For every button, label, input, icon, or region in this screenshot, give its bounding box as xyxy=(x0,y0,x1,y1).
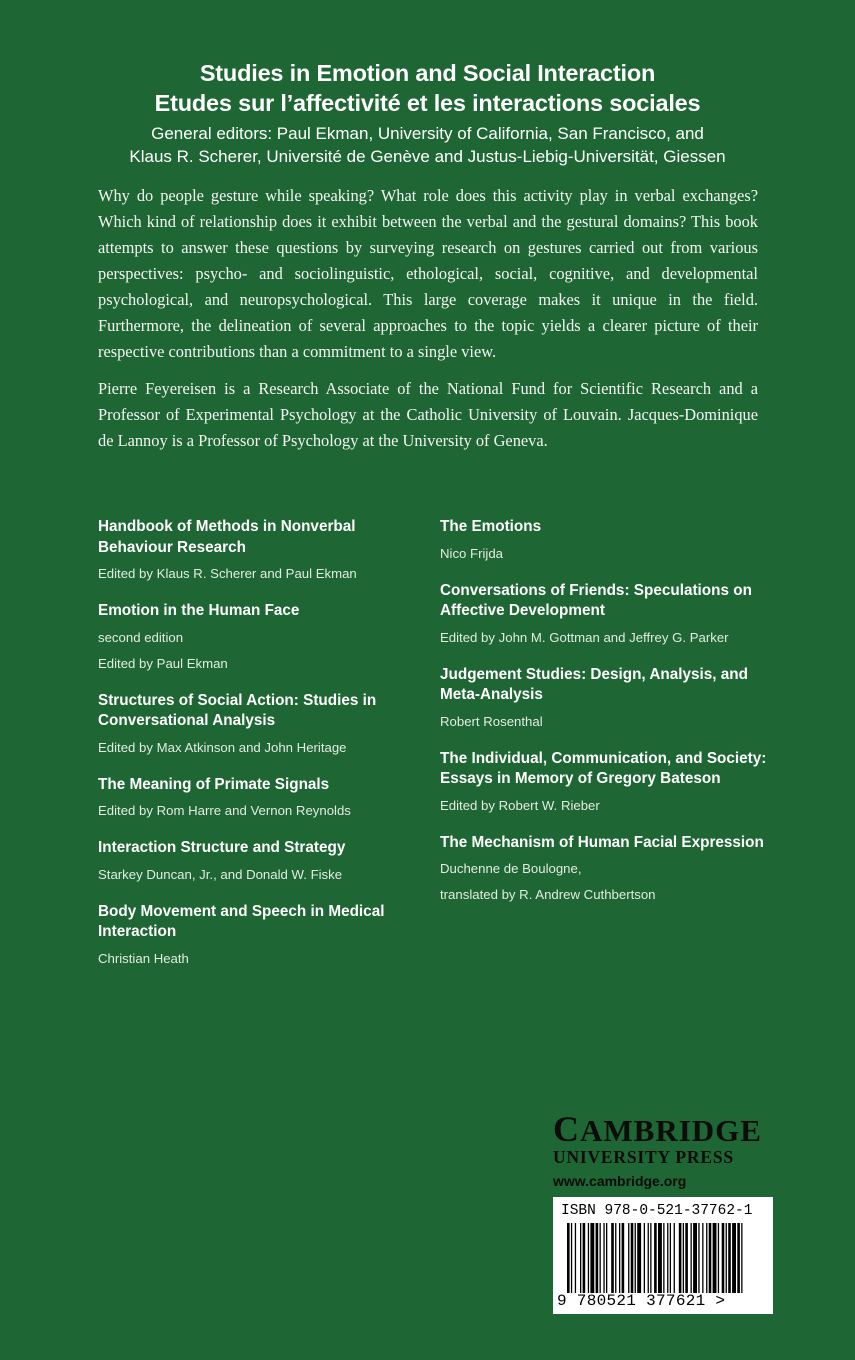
publisher-name-rest: AMBRIDGE xyxy=(580,1113,762,1148)
barcode-bar xyxy=(622,1223,625,1293)
series-book xyxy=(98,775,398,822)
barcode-bar xyxy=(588,1223,589,1293)
barcode-bar xyxy=(606,1223,607,1293)
isbn-label: ISBN 978-0-521-37762-1 xyxy=(561,1203,753,1219)
series-header xyxy=(0,58,855,168)
publisher-name xyxy=(553,1109,775,1149)
book-title: Handbook of Methods in Nonverbal Behaviour Research xyxy=(98,518,356,556)
book-title: The Mechanism of Human Facial Expression xyxy=(440,833,764,851)
series-book xyxy=(98,902,398,969)
barcode-bar xyxy=(631,1223,634,1293)
barcode-bar xyxy=(679,1223,682,1293)
book-title: Interaction Structure and Strategy xyxy=(98,839,346,856)
book-description xyxy=(98,183,758,465)
barcode-bar xyxy=(726,1223,727,1293)
barcode-bars xyxy=(567,1223,759,1293)
barcode-bar xyxy=(600,1223,601,1293)
barcode-bar xyxy=(571,1223,572,1293)
barcode-bar xyxy=(615,1223,616,1293)
book-title: Emotion in the Human Face xyxy=(98,602,300,619)
publisher-name-initial: C xyxy=(553,1109,580,1149)
book-credit: Edited by Max Atkinson and John Heritage xyxy=(98,739,347,755)
series-book xyxy=(440,517,770,564)
book-title: Body Movement and Speech in Medical Interaction xyxy=(98,902,385,940)
book-credit: Christian Heath xyxy=(98,950,189,966)
general-editors xyxy=(0,122,855,168)
barcode-bar xyxy=(718,1223,719,1293)
barcode-bar xyxy=(583,1223,586,1293)
series-book xyxy=(98,517,398,584)
series-book xyxy=(440,749,770,816)
series-book xyxy=(98,601,398,674)
publisher-logo xyxy=(553,1109,775,1192)
barcode-bar xyxy=(619,1223,620,1293)
book-credit: Edited by John M. Gottman and Jeffrey G. Parker xyxy=(440,629,729,645)
book-title: The Individual, Communication, and Society: Essays in Memory of Gregory Bateson xyxy=(440,749,767,787)
series-book xyxy=(98,838,398,885)
book-credit: second edition xyxy=(98,629,184,645)
barcode-bar xyxy=(698,1223,699,1293)
barcode-bar xyxy=(728,1223,731,1293)
barcode-bar xyxy=(648,1223,649,1293)
book-credit: translated by R. Andrew Cuthbertson xyxy=(440,887,656,902)
series-list-left xyxy=(98,517,398,986)
barcode-bar xyxy=(670,1223,671,1293)
barcode-bar xyxy=(709,1223,712,1293)
book-credit: Edited by Rom Harre and Vernon Reynolds xyxy=(98,803,351,818)
book-credit: Nico Frijda xyxy=(440,545,504,561)
series-list-right xyxy=(440,517,770,922)
series-title-english: Studies in Emotion and Social Interaction xyxy=(199,60,656,86)
book-credit: Robert Rosenthal xyxy=(440,713,543,729)
book-credit: Starkey Duncan, Jr., and Donald W. Fiske xyxy=(98,866,343,882)
barcode-bar xyxy=(650,1223,651,1293)
barcode-bar xyxy=(611,1223,614,1293)
barcode-bar xyxy=(732,1223,736,1293)
series-book xyxy=(440,833,770,906)
barcode-bar xyxy=(683,1223,684,1293)
author-bio-paragraph: Pierre Feyereisen is a Research Associate of the National Fund for Scientific Research and a Professor of Experimental Psychology at the Catholic University of Louvain. Jacques-Dominique de Lannoy is a Professor of Psychology at the University of Geneva. xyxy=(98,379,758,450)
barcode-bar xyxy=(644,1223,645,1293)
isbn-barcode xyxy=(553,1197,773,1314)
barcode-bar xyxy=(737,1223,740,1293)
editors-line: General editors: Paul Ekman, University of California, San Francisco, and xyxy=(151,124,704,143)
book-title: Judgement Studies: Design, Analysis, and Meta-Analysis xyxy=(440,665,748,703)
barcode-bar xyxy=(567,1223,570,1293)
barcode-bar xyxy=(667,1223,668,1293)
barcode-bar xyxy=(685,1223,688,1293)
barcode-bar xyxy=(635,1223,636,1293)
publisher-subtitle: UNIVERSITY PRESS xyxy=(553,1147,734,1167)
book-title: Structures of Social Action: Studies in Conversational Analysis xyxy=(98,691,377,729)
barcode-bar xyxy=(590,1223,594,1293)
barcode-bar xyxy=(637,1223,641,1293)
barcode-bar xyxy=(603,1223,604,1293)
barcode-bar xyxy=(706,1223,707,1293)
barcode-bar xyxy=(702,1223,703,1293)
series-title-french: Etudes sur l’affectivité et les interactions sociales xyxy=(154,90,701,116)
editors-line: Klaus R. Scherer, Université de Genève and Justus-Liebig-Universität, Giessen xyxy=(129,147,726,166)
book-credit: Edited by Paul Ekman xyxy=(98,655,228,671)
barcode-bar xyxy=(693,1223,697,1293)
barcode-bar xyxy=(580,1223,581,1293)
book-credit: Edited by Robert W. Rieber xyxy=(440,797,600,813)
barcode-bar xyxy=(713,1223,717,1293)
description-paragraph: Why do people gesture while speaking? What role does this activity play in verbal exchanges? Which kind of relationship does it exhibit between the verbal and the gestural domains? This book attempts to answer these questions by surveying research on gestures carried out from various perspectives: psycho- and sociolinguistic, ethological, social, cognitive, and developmental psychological, and neuropsychological. This large coverage makes it unique in the field. Furthermore, the delineation of several approaches to the topic yields a clearer picture of their respective contributions than a commitment to a single view. xyxy=(98,186,758,361)
barcode-bar xyxy=(722,1223,725,1293)
barcode-bar xyxy=(741,1223,742,1293)
book-title: The Meaning of Primate Signals xyxy=(98,775,330,793)
book-title: The Emotions xyxy=(440,518,542,535)
series-book xyxy=(440,581,770,648)
barcode-bar xyxy=(654,1223,657,1293)
book-title: Conversations of Friends: Speculations on Affective Development xyxy=(440,581,752,619)
barcode-bar xyxy=(663,1223,664,1293)
barcode-bar xyxy=(575,1223,576,1293)
barcode-bar xyxy=(628,1223,629,1293)
barcode-bar xyxy=(658,1223,662,1293)
publisher-website: www.cambridge.org xyxy=(553,1173,687,1189)
barcode-bar xyxy=(674,1223,675,1293)
barcode-digits: 9 780521 377621 > xyxy=(557,1292,726,1310)
series-book xyxy=(440,665,770,732)
series-book xyxy=(98,691,398,758)
barcode-bar xyxy=(596,1223,599,1293)
barcode-bar xyxy=(691,1223,692,1293)
book-credit: Duchenne de Boulogne, xyxy=(440,861,582,876)
book-credit: Edited by Klaus R. Scherer and Paul Ekman xyxy=(98,566,357,581)
